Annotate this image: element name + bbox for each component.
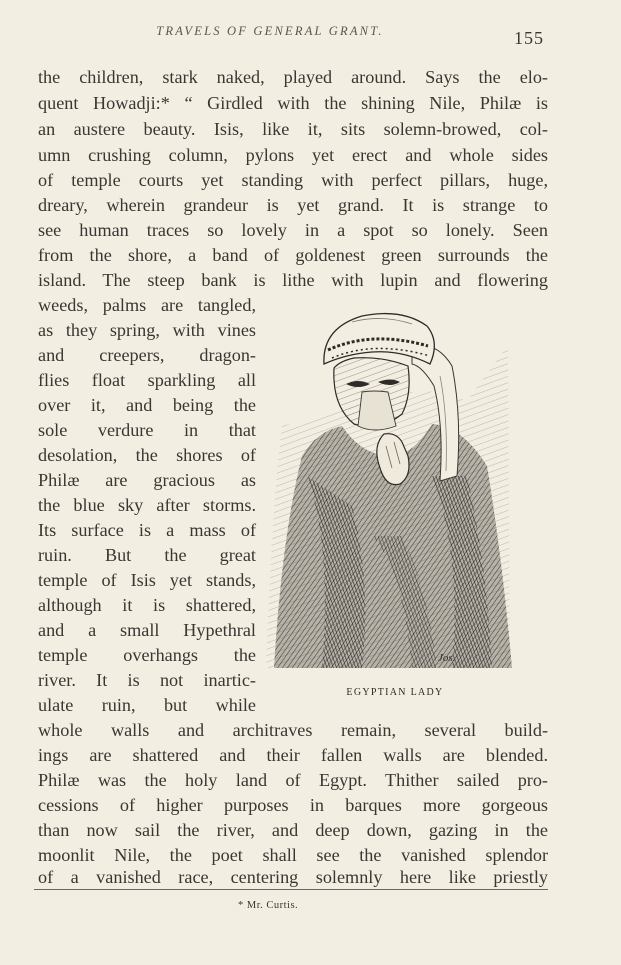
illustration-caption: EGYPTIAN LADY <box>346 687 444 698</box>
footnote: * Mr. Curtis. <box>238 900 299 911</box>
page-number: 155 <box>514 28 544 48</box>
text-line: umn crushing column, pylons yet erect and whole sides <box>38 145 548 165</box>
text-line: temple of Isis yet stands, <box>38 570 256 590</box>
text-line: temple overhangs the <box>38 645 256 665</box>
text-line: as they spring, with vines <box>38 320 256 340</box>
text-line: river. It is not inartic- <box>38 670 256 690</box>
text-line: and creepers, dragon- <box>38 345 256 365</box>
text-line: an austere beauty. Isis, like it, sits solemn-browed, col- <box>38 119 548 139</box>
text-line: Its surface is a mass of <box>38 520 256 540</box>
text-line: ruin. But the great <box>38 545 256 565</box>
text-line: ulate ruin, but while <box>38 695 256 715</box>
text-line: dreary, wherein grandeur is yet grand. It is strange to <box>38 195 548 215</box>
text-line: whole walls and architraves remain, several build- <box>38 720 548 740</box>
text-line: weeds, palms are tangled, <box>38 295 256 315</box>
text-line: over it, and being the <box>38 395 256 415</box>
text-line: than now sail the river, and deep down, gazing in the <box>38 820 548 840</box>
egyptian-lady-engraving <box>262 306 514 678</box>
text-line: from the shore, a band of goldenest green surrounds the <box>38 245 548 265</box>
text-line: although it is shattered, <box>38 595 256 615</box>
text-line: ings are shattered and their fallen walls are blended. <box>38 745 548 765</box>
text-line: sole verdure in that <box>38 420 256 440</box>
text-line: moonlit Nile, the poet shall see the vanished splendor <box>38 845 548 865</box>
text-line: the blue sky after storms. <box>38 495 256 515</box>
text-line: cessions of higher purposes in barques more gorgeous <box>38 795 548 815</box>
text-line: and a small Hypethral <box>38 620 256 640</box>
text-line: Philæ are gracious as <box>38 470 256 490</box>
text-line: see human traces so lovely in a spot so lonely. Seen <box>38 220 548 240</box>
text-line: island. The steep bank is lithe with lupin and flowering <box>38 270 548 290</box>
text-line: the children, stark naked, played around. Says the elo- <box>38 67 548 87</box>
text-line: quent Howadji:* “ Girdled with the shining Nile, Philæ is <box>38 93 548 113</box>
text-line: Philæ was the holy land of Egypt. Thither sailed pro- <box>38 770 548 790</box>
text-line: of temple courts yet standing with perfect pillars, huge, <box>38 170 548 190</box>
running-head: TRAVELS OF GENERAL GRANT. <box>156 24 384 38</box>
text-line: desolation, the shores of <box>38 445 256 465</box>
text-line: flies float sparkling all <box>38 370 256 390</box>
text-line: of a vanished race, centering solemnly here like priestly <box>38 867 548 887</box>
engraver-signature: Jos. <box>438 652 456 664</box>
footnote-rule <box>34 889 548 890</box>
